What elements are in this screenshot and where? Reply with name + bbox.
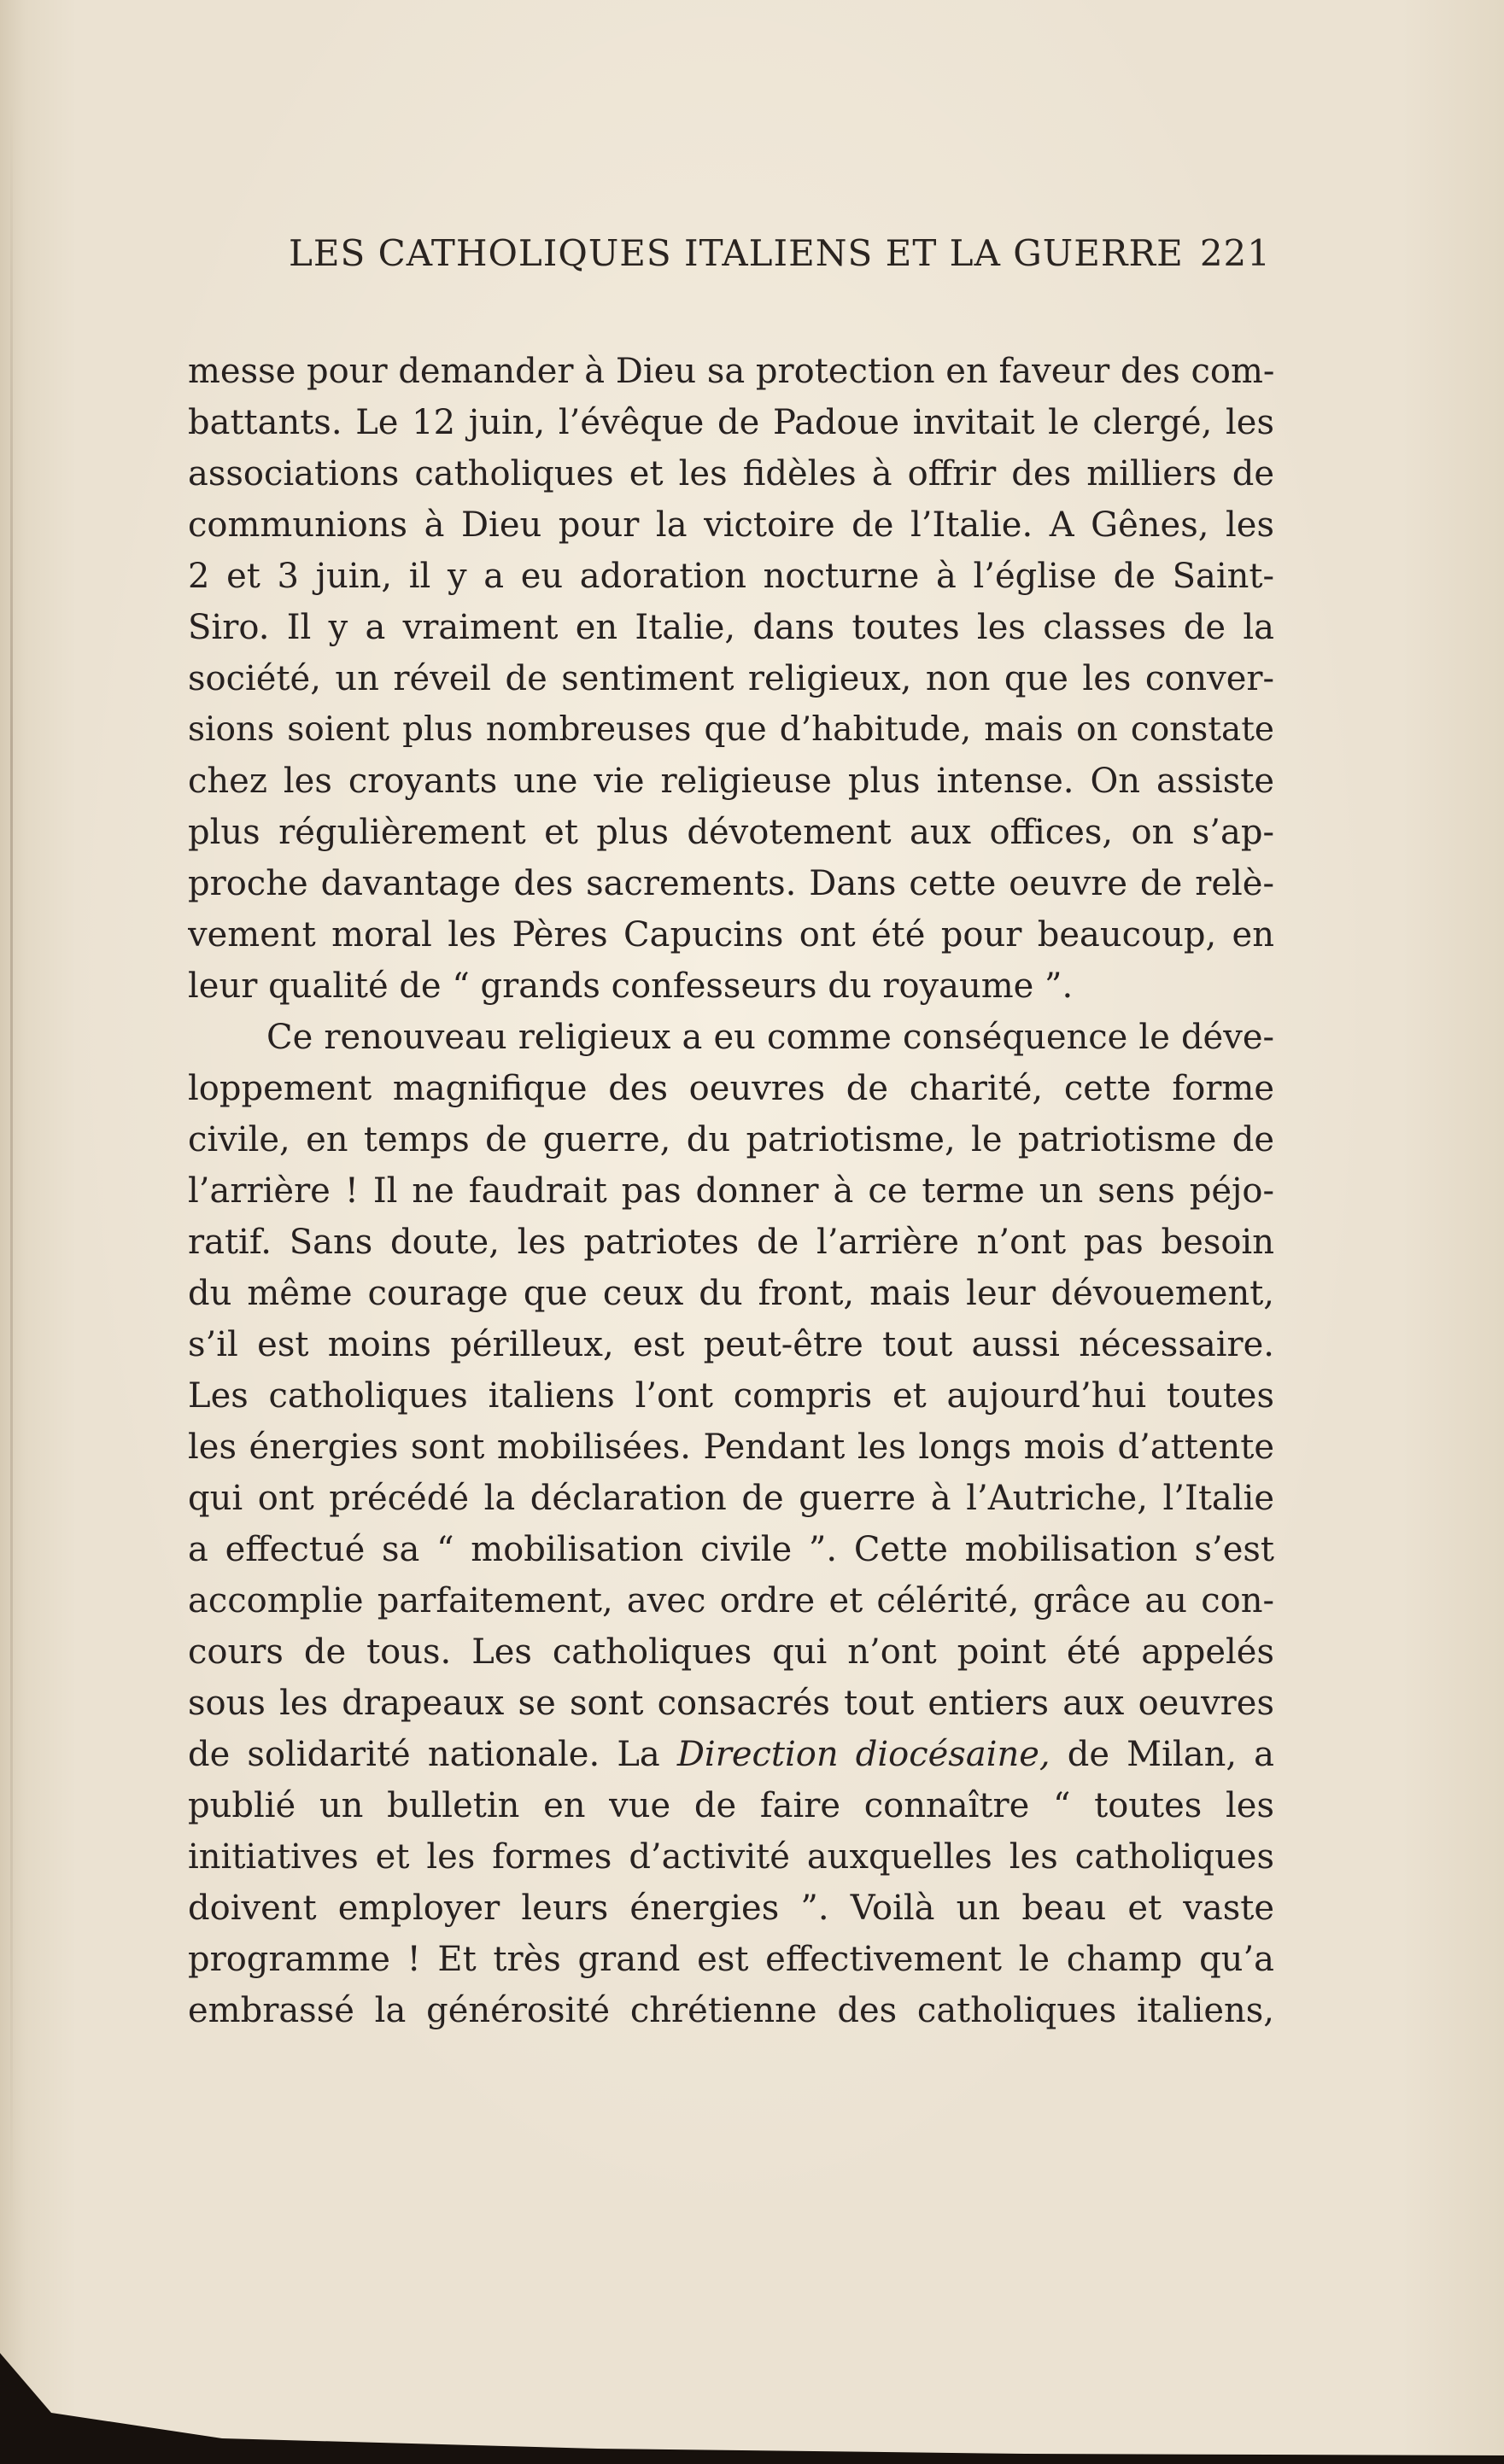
text-line: l’arrière ! Il ne faudrait pas donner à ce terme un sens péjo- [188, 1171, 1274, 1211]
page-gutter-shadow [10, 102, 13, 2237]
text-line: proche davantage des sacrements. Dans cette oeuvre de relè- [188, 864, 1274, 903]
text-line-with-italic [188, 1729, 1274, 1780]
text-line: loppement magnifique des oeuvres de charité, cette forme [188, 1069, 1274, 1108]
text-line: publié un bulletin en vue de faire connaître “ toutes les [188, 1786, 1274, 1825]
running-title: LES CATHOLIQUES ITALIENS ET LA GUERRE [289, 232, 1184, 274]
italic-title-direction-diocesaine: Direction diocésaine, [676, 1735, 1050, 1774]
page-fold-shadow [0, 2336, 1504, 2464]
paragraph-start-line: Ce renouveau religieux a eu comme conséquence le déve- [266, 1018, 1274, 1057]
text-line: vement moral les Pères Capucins ont été pour beaucoup, en [188, 915, 1274, 955]
text-line: sions soient plus nombreuses que d’habitude, mais on constate [188, 710, 1274, 749]
text-line: s’il est moins périlleux, est peut-être tout aussi nécessaire. [188, 1325, 1274, 1364]
text-line: 2 et 3 juin, il y a eu adoration nocturne à l’église de Saint- [188, 557, 1274, 596]
paragraph-end-line: leur qualité de “ grands confesseurs du royaume ”. [188, 966, 1074, 1006]
text-line: cours de tous. Les catholiques qui n’ont point été appelés [188, 1632, 1274, 1672]
body-text [188, 346, 1274, 2036]
text-line: société, un réveil de sentiment religieux, non que les conver- [188, 659, 1274, 698]
text-line: Siro. Il y a vraiment en Italie, dans toutes les classes de la [188, 608, 1274, 647]
text-line: sous les drapeaux se sont consacrés tout entiers aux oeuvres [188, 1684, 1274, 1723]
text-line: du même courage que ceux du front, mais leur dévouement, [188, 1274, 1274, 1313]
page-number: 221 [1199, 232, 1271, 274]
text-line: a effectué sa “ mobilisation civile ”. Cette mobilisation s’est [188, 1530, 1274, 1569]
text-line: doivent employer leurs énergies ”. Voilà un beau et vaste [188, 1889, 1274, 1928]
line-segment: de Milan, a [1050, 1735, 1274, 1774]
text-line: embrassé la générosité chrétienne des catholiques italiens, [188, 1991, 1274, 2030]
text-line: ratif. Sans doute, les patriotes de l’arrière n’ont pas besoin [188, 1223, 1274, 1262]
text-line: associations catholiques et les fidèles à offrir des milliers de [188, 454, 1274, 493]
text-line: plus régulièrement et plus dévotement aux offices, on s’ap- [188, 813, 1274, 852]
text-line: civile, en temps de guerre, du patriotisme, le patriotisme de [188, 1120, 1274, 1159]
text-line: Les catholiques italiens l’ont compris et aujourd’hui toutes [188, 1376, 1274, 1416]
text-line: messe pour demander à Dieu sa protection en faveur des com- [188, 352, 1274, 391]
line-segment: de solidarité nationale. La [188, 1735, 677, 1774]
text-line: initiatives et les formes d’activité auxquelles les catholiques [188, 1837, 1274, 1877]
text-line: accomplie parfaitement, avec ordre et célérité, grâce au con- [188, 1581, 1274, 1620]
text-line: communions à Dieu pour la victoire de l’Italie. A Gênes, les [188, 505, 1274, 545]
running-head [289, 232, 1271, 283]
text-line: battants. Le 12 juin, l’évêque de Padoue invitait le clergé, les [188, 403, 1274, 442]
text-line: chez les croyants une vie religieuse plus intense. On assiste [188, 762, 1274, 801]
text-line: qui ont précédé la déclaration de guerre à l’Autriche, l’Italie [188, 1479, 1274, 1518]
text-line: programme ! Et très grand est effectivement le champ qu’a [188, 1940, 1274, 1979]
text-line: les énergies sont mobilisées. Pendant les longs mois d’attente [188, 1428, 1274, 1467]
